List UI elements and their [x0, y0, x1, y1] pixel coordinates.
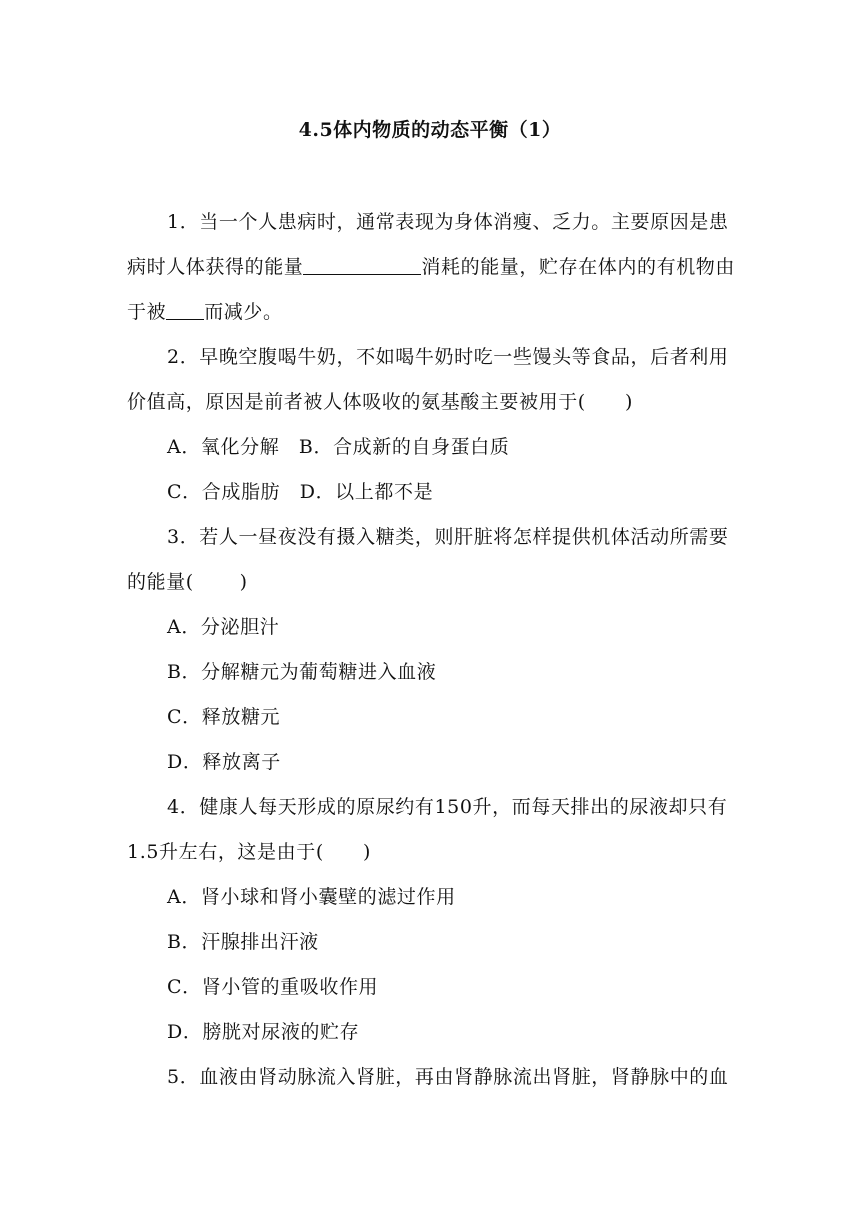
answer-blank-1[interactable]	[303, 254, 421, 275]
question-3-option-a: A．分泌胆汁	[167, 616, 280, 638]
question-2-options-2: C．合成脂肪 D．以上都不是	[167, 481, 434, 503]
question-3-stem: 3．若人一昼夜没有摄入糖类，则肝脏将怎样提供机体活动所需要的能量( )	[127, 526, 729, 593]
question-1-text-b: 消耗的能量，贮存在体内的有机物由于被	[127, 256, 736, 323]
question-3-option-d: D．释放离子	[167, 751, 281, 773]
page-title: 4.5体内物质的动态平衡（1）	[298, 119, 562, 141]
question-1	[127, 200, 739, 335]
question-5-stem: 5．血液由肾动脉流入肾脏，再由肾静脉流出肾脏，肾静脉中的血	[167, 1066, 729, 1088]
question-4-option-d: D．膀胱对尿液的贮存	[167, 1021, 360, 1043]
question-2-stem: 2．早晚空腹喝牛奶，不如喝牛奶时吃一些馒头等食品，后者利用价值高，原因是前者被人体吸收的氨基酸主要被用于( )	[127, 346, 729, 413]
question-3-option-c: C．释放糖元	[167, 706, 281, 728]
questions	[127, 200, 739, 1100]
question-3-option-b: B．分解糖元为葡萄糖进入血液	[167, 661, 437, 683]
answer-blank-2[interactable]	[166, 299, 204, 320]
question-4-option-a: A．肾小球和肾小囊壁的滤过作用	[167, 886, 456, 908]
question-4-stem: 4．健康人每天形成的原尿约有150升，而每天排出的尿液却只有1.5升左右，这是由于( )	[127, 796, 728, 863]
question-1-text-a: 1．当一个人患病时，通常表现为身体消瘦、乏力。主要原因是患病时人体获得的能量	[127, 211, 729, 278]
question-4-option-c: C．肾小管的重吸收作用	[167, 976, 379, 998]
question-2-options-1: A．氧化分解 B．合成新的自身蛋白质	[167, 436, 510, 458]
question-1-text-c: 而减少。	[204, 301, 283, 323]
question-4-option-b: B．汗腺排出汗液	[167, 931, 319, 953]
